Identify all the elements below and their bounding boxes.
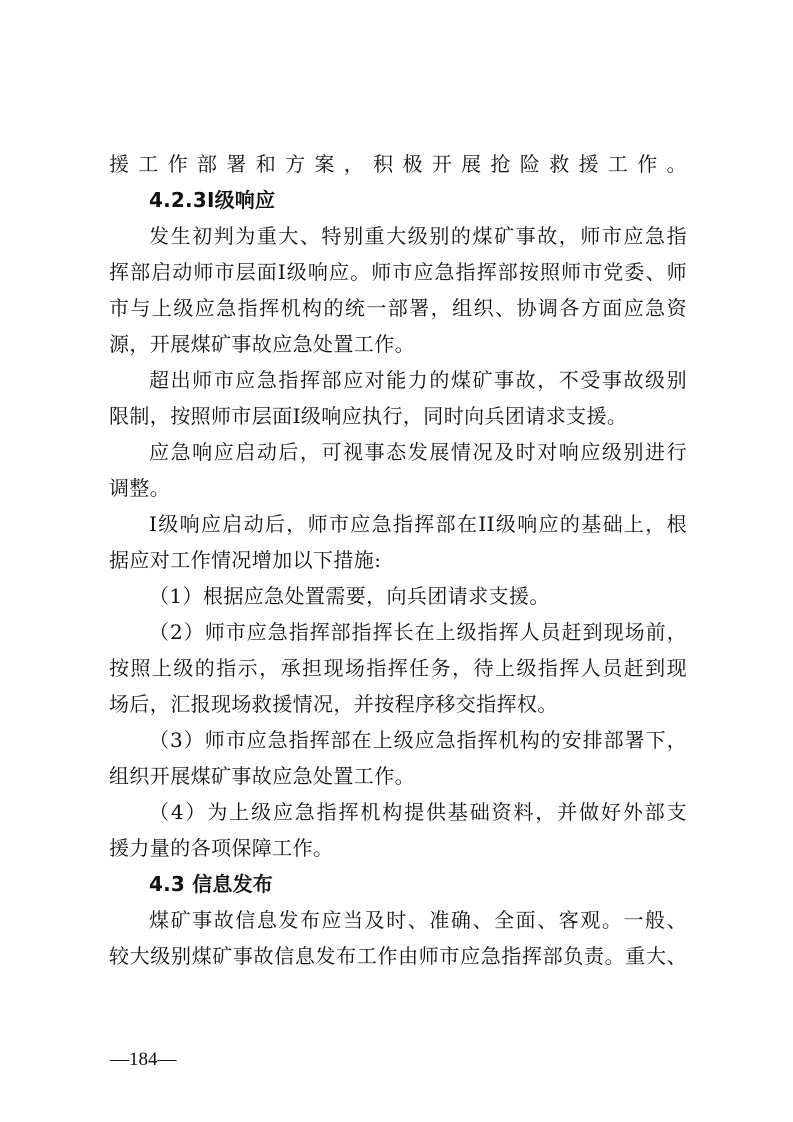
paragraph-line: 挥部启动师市层面I级响应。师市应急指挥部按照师市党委、师: [109, 260, 687, 284]
text-line-continuation: 援工作部署和方案，积极开展抢险救援工作。: [109, 152, 687, 176]
paragraph-line: 场后，汇报现场救援情况，并按程序移交指挥权。: [109, 692, 558, 716]
paragraph-line: 组织开展煤矿事故应急处置工作。: [109, 764, 415, 788]
paragraph-line: 援力量的各项保障工作。: [109, 836, 334, 860]
paragraph-line: 发生初判为重大、特别重大级别的煤矿事故，师市应急指: [149, 224, 687, 248]
paragraph-line: I级响应启动后，师市应急指挥部在II级响应的基础上，根: [149, 512, 687, 536]
paragraph-line: 调整。: [109, 476, 171, 500]
paragraph-line: 按照上级的指示，承担现场指挥任务，待上级指挥人员赶到现: [109, 656, 687, 680]
paragraph-line: 限制，按照师市层面I级响应执行，同时向兵团请求支援。: [109, 404, 628, 428]
paragraph-line: 超出师市应急指挥部应对能力的煤矿事故，不受事故级别: [149, 368, 687, 392]
list-item-2: （2）师市应急指挥部指挥长在上级指挥人员赶到现场前，: [149, 620, 687, 644]
section-heading-4-2-3: 4.2.3I级响应: [149, 188, 276, 212]
paragraph-line: 据应对工作情况增加以下措施:: [109, 548, 382, 572]
section-heading-4-3: 4.3 信息发布: [149, 872, 273, 896]
list-item-3: （3）师市应急指挥部在上级应急指挥机构的安排部署下，: [149, 728, 687, 752]
paragraph-line: 应急响应启动后，可视事态发展情况及时对响应级别进行: [149, 440, 687, 464]
paragraph-line: 市与上级应急指挥机构的统一部署，组织、协调各方面应急资: [109, 296, 687, 320]
paragraph-line: 煤矿事故信息发布应当及时、准确、全面、客观。一般、: [149, 908, 687, 932]
list-item-4: （4）为上级应急指挥机构提供基础资料，并做好外部支: [149, 800, 687, 824]
page-number: —184—: [110, 1049, 177, 1070]
paragraph-line: 源，开展煤矿事故应急处置工作。: [109, 332, 415, 356]
list-item-1: （1）根据应急处置需要，向兵团请求支援。: [149, 584, 550, 608]
paragraph-line: 较大级别煤矿事故信息发布工作由师市应急指挥部负责。重大、: [109, 944, 687, 968]
